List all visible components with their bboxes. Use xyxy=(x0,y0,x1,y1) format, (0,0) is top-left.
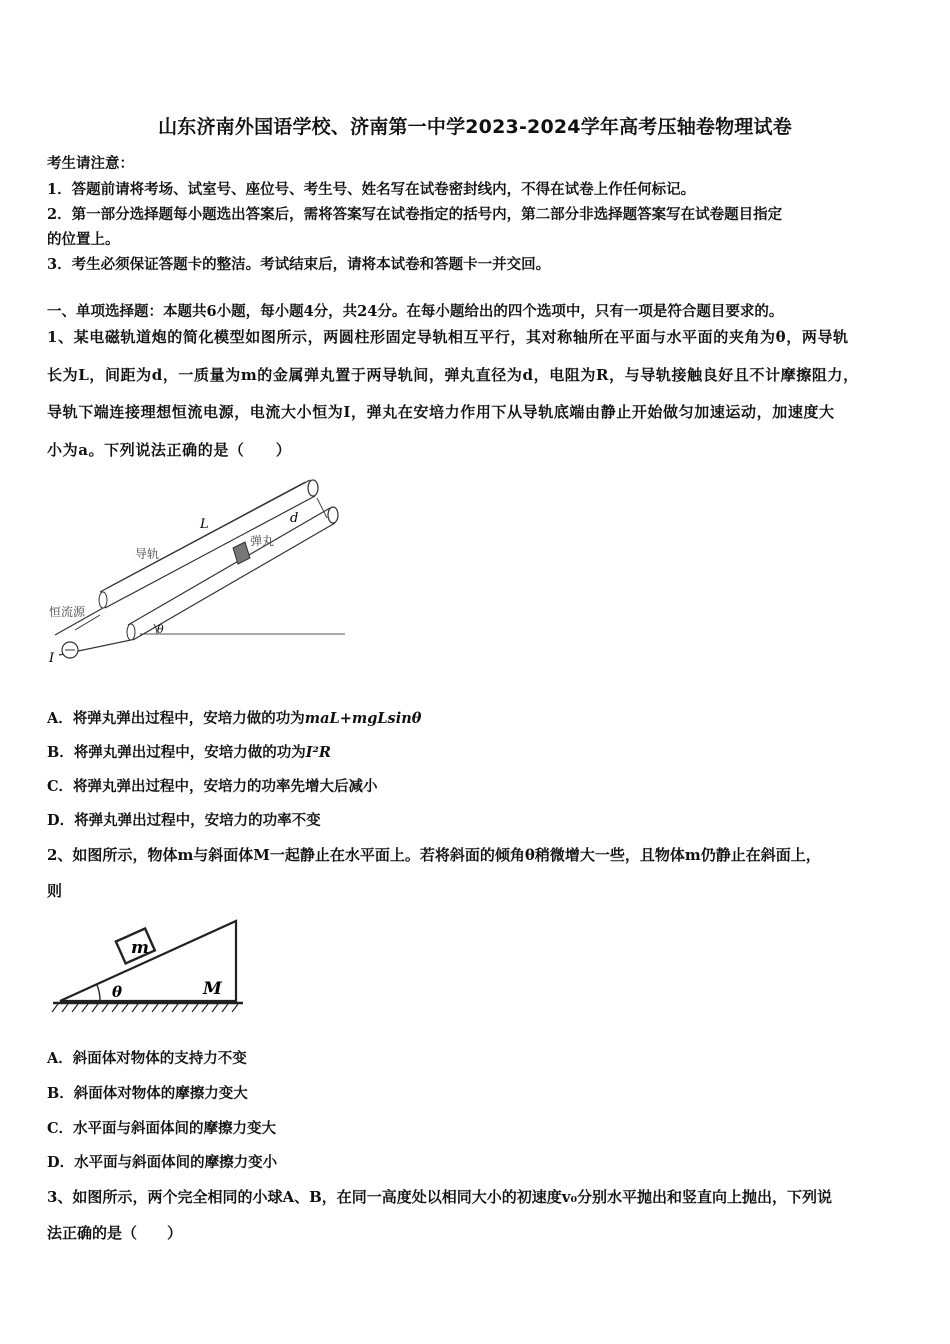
incline-figure xyxy=(48,915,248,1020)
q2-stem-line: 2、如图所示，物体m与斜面体M一起静止在水平面上。若将斜面的倾角θ稍微增大一些，且物体m仍静止在斜面上， xyxy=(47,846,821,864)
q2-stem-line: 则 xyxy=(47,882,63,900)
option-formula: maL+mgLsinθ xyxy=(304,710,422,727)
label-L: L xyxy=(200,517,209,532)
label-theta: θ xyxy=(112,983,123,1001)
option-letter: D． xyxy=(47,812,75,829)
q2-option-a[interactable]: A．斜面体对物体的支持力不变 xyxy=(47,1050,247,1067)
option-letter: B． xyxy=(47,744,74,761)
rail-lower-start xyxy=(127,624,135,640)
rail-upper-end xyxy=(308,480,318,496)
q2-option-c[interactable]: C．水平面与斜面体间的摩擦力变大 xyxy=(47,1120,277,1137)
option-formula: I²R xyxy=(305,744,331,761)
q2-option-b[interactable]: B．斜面体对物体的摩擦力变大 xyxy=(47,1085,248,1102)
option-letter: A． xyxy=(47,710,73,727)
option-letter: C． xyxy=(47,778,74,795)
q1-stem-line: 导轨下端连接理想恒流电源，电流大小恒为I，弹丸在安培力作用下从导轨底端由静止开始做匀加速运动，加速度大 xyxy=(47,403,835,421)
projectile-ball xyxy=(233,542,250,564)
railgun-figure xyxy=(45,470,355,675)
length-arrow xyxy=(107,482,305,588)
q1-stem-line: 1、某电磁轨道炮的简化模型如图所示，两圆柱形固定导轨相互平行，其对称轴所在平面与水平面的夹角为θ，两导轨 xyxy=(47,328,849,346)
rail-upper-start xyxy=(99,592,107,608)
label-m: m xyxy=(131,938,149,958)
rail-lower-end xyxy=(328,507,338,523)
notice-item: 1．答题前请将考场、试室号、座位号、考生号、姓名写在试卷密封线内，不得在试卷上作任何标记。 xyxy=(47,181,696,198)
notice-heading: 考生请注意： xyxy=(47,155,134,172)
label-d: d xyxy=(290,511,299,526)
option-text: 将弹丸弹出过程中，安培力的功率不变 xyxy=(74,812,321,829)
q1-option-a[interactable] xyxy=(47,707,421,728)
label-current-source: 恒流源 xyxy=(49,605,86,619)
q1-option-d[interactable] xyxy=(47,809,321,830)
q1-option-b[interactable] xyxy=(47,741,331,762)
option-text: 将弹丸弹出过程中，安培力的功率先增大后减小 xyxy=(73,778,378,795)
notice-item: 2．第一部分选择题每小题选出答案后，需将答案写在试卷指定的括号内，第二部分非选择题答案写在试卷题目指定 xyxy=(47,206,783,223)
notice-item: 的位置上。 xyxy=(47,231,120,248)
q1-stem-line: 小为a。下列说法正确的是（ ） xyxy=(47,441,292,459)
q3-stem-line: 3、如图所示，两个完全相同的小球A、B，在同一高度处以相同大小的初速度v₀分别水平抛出和竖直向上抛出，下列说 xyxy=(47,1188,833,1206)
q1-stem-line: 长为L，间距为d，一质量为m的金属弹丸置于两导轨间，弹丸直径为d，电阻为R，与导轨接触良好且不计摩擦阻力， xyxy=(47,366,859,384)
label-ball: 弹丸 xyxy=(250,534,275,548)
label-M: M xyxy=(203,979,222,999)
notice-item: 3．考生必须保证答题卡的整洁。考试结束后，请将本试卷和答题卡一并交回。 xyxy=(47,256,551,273)
q2-option-d[interactable]: D．水平面与斜面体间的摩擦力变小 xyxy=(47,1154,278,1171)
q1-option-c[interactable] xyxy=(47,775,378,796)
option-text: 将弹丸弹出过程中，安培力做的功为 xyxy=(72,710,305,727)
section-heading: 一、单项选择题：本题共6小题，每小题4分，共24分。在每小题给出的四个选项中，只有一项是符合题目要求的。 xyxy=(47,303,784,320)
rail-lower-edge xyxy=(128,508,330,625)
label-rail: 导轨 xyxy=(135,547,160,561)
label-I: I xyxy=(49,651,55,666)
label-theta: θ xyxy=(157,623,164,636)
exam-title: 山东济南外国语学校、济南第一中学2023-2024学年高考压轴卷物理试卷 xyxy=(158,116,792,138)
option-text: 将弹丸弹出过程中，安培力做的功为 xyxy=(73,744,306,761)
q3-stem-line: 法正确的是（ ） xyxy=(47,1224,183,1242)
ground-hatching xyxy=(52,1004,238,1012)
